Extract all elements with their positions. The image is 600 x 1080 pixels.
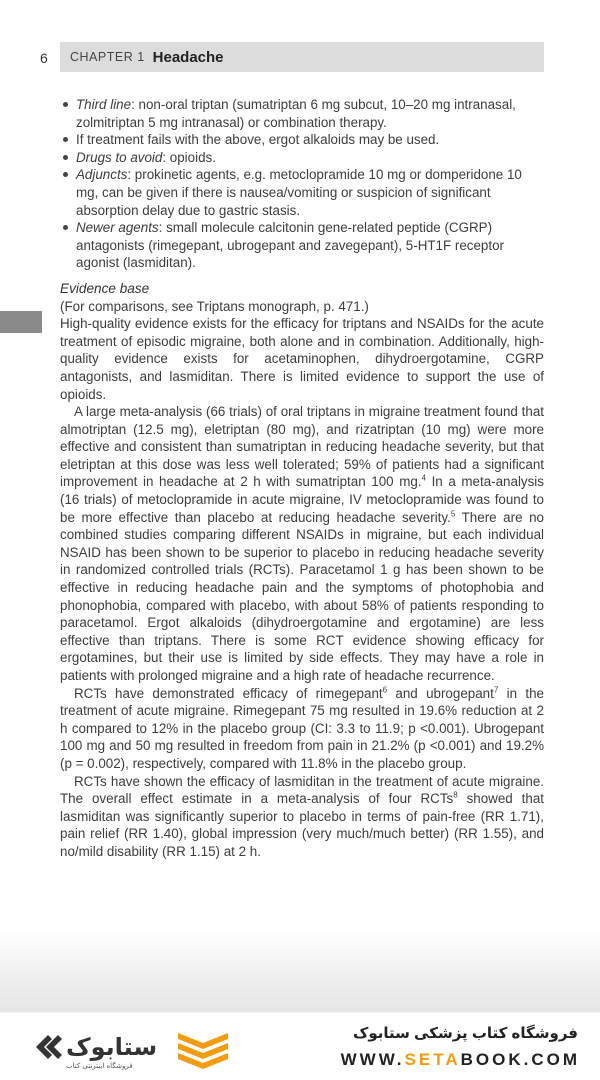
- chapter-header: [60, 42, 544, 72]
- paragraph-text: A large meta-analysis (66 trials) of oral triptans in migraine treatment found that almotriptan (12.5 mg), eletriptan (80 mg), and rizatriptan (10 mg) were more effective and consistent than sumatriptan in reducing headache severity, but that eletriptan at this dose was less well tolerated; 59% of patients had a significant improvement in headache at 2 h with sumatriptan 100 mg.: [60, 404, 544, 490]
- page-content: [60, 96, 544, 861]
- bullet-icon: [63, 225, 68, 230]
- bullet-text: : opioids.: [162, 149, 216, 165]
- paragraph-text: and ubrogepant: [387, 685, 494, 701]
- chapter-label: CHAPTER 1: [70, 50, 145, 64]
- url-accent: SETA: [404, 1050, 461, 1069]
- reference-superscript: 7: [493, 685, 499, 695]
- list-item: [60, 149, 544, 167]
- reference-superscript: 6: [382, 685, 388, 695]
- bullet-text: : prokinetic agents, e.g. metoclopramide 10 mg or domperidone 10 mg, can be given if there is nausea/vomiting or suspicion of significant absorption delay due to gastric stasis.: [76, 167, 522, 218]
- paragraph-text: in the treatment of acute migraine. Rimegepant 75 mg resulted in 19.6% reduction at 2 h compared to 12% in the placebo group (CI: 3.3 to 11.9; p <0.001). Ubrogepant 100 mg and 50 mg resulted in freedom from pain in 21.2% (p <0.001) and 19.2% (p = 0.002), respectively, compared with 11.8% in the placebo group.: [60, 685, 544, 771]
- reference-superscript: 5: [450, 509, 456, 519]
- url-suffix: BOOK.COM: [460, 1050, 580, 1069]
- bullet-icon: [63, 172, 68, 177]
- paragraph-text: RCTs have shown the efficacy of lasmiditan in the treatment of acute migraine. The overall effect estimate in a meta-analysis of four RCTs: [60, 773, 544, 807]
- page-number: 6: [40, 50, 48, 66]
- bullet-text: : non-oral triptan (sumatriptan 6 mg subcut, 10–20 mg intranasal, zolmitriptan 5 mg intranasal) or combination therapy.: [76, 97, 516, 130]
- list-item: [60, 131, 544, 149]
- setabook-logo: [28, 1025, 228, 1071]
- chapter-title: Headache: [152, 48, 224, 66]
- section-heading-evidence-base: Evidence base: [60, 280, 150, 296]
- bullet-icon: [63, 137, 68, 142]
- paragraph-text: showed that lasmiditan was significantly superior to placebo in terms of pain-free (RR 1.71), pain relief (RR 1.40), global impression (very much/much better) (RR 1.55), and no/mild disability (RR 1.15) at 2 h.: [60, 791, 544, 859]
- url-prefix: WWW.: [340, 1050, 405, 1069]
- bullet-term: Adjuncts: [76, 167, 128, 183]
- list-item: [60, 219, 544, 272]
- evidence-paragraph-4: [60, 773, 544, 861]
- see-also-note: (For comparisons, see Triptans monograph, p. 471.): [60, 298, 369, 314]
- store-url-link[interactable]: [341, 1050, 580, 1070]
- treatment-bullet-list: [60, 96, 544, 272]
- store-name: فروشگاه کتاب پزشکی ستابوک: [352, 1025, 578, 1042]
- paragraph-text: RCTs have demonstrated efficacy of rimegepant: [74, 685, 383, 701]
- bullet-icon: [63, 102, 68, 107]
- evidence-paragraph-2: [60, 403, 544, 685]
- evidence-paragraph-1: High-quality evidence exists for the efficacy for triptans and NSAIDs for the acute treatment of episodic migraine, both alone and in combination. Additionally, high-quality evidence exists for acetaminophen, dihydroergotamine, CGRP antagonists, and lasmiditan. There is limited evidence to support the use of opioids.: [60, 316, 544, 402]
- logo-text: ستابوک: [66, 1033, 158, 1061]
- bullet-term: Third line: [76, 97, 132, 112]
- book-stack-icon: [178, 1033, 228, 1069]
- evidence-paragraph-3: [60, 685, 544, 773]
- paragraph-text: In a meta-analysis (16 trials) of metoclopramide in acute migraine, IV metoclopramide was found to be more effective than placebo at reducing headache severity.: [60, 474, 544, 525]
- bullet-text: : small molecule calcitonin gene-related peptide (CGRP) antagonists (rimegepant, ubrogepant and zavegepant), 5-HT1F receptor agonist (lasmiditan).: [76, 220, 505, 271]
- bullet-text: If treatment fails with the above, ergot alkaloids may be used.: [76, 132, 440, 148]
- reference-superscript: 8: [453, 790, 458, 800]
- list-item: [60, 96, 544, 131]
- bullet-term: Drugs to avoid: [76, 149, 163, 165]
- logo-subtext: فروشگاه اینترنتی کتاب: [66, 1062, 133, 1070]
- chevron-logo-icon: [36, 1035, 62, 1059]
- reference-superscript: 4: [421, 474, 426, 483]
- bullet-term: Newer agents: [76, 220, 159, 236]
- thumb-index-tab: [0, 311, 42, 333]
- paragraph-text: There are no combined studies comparing different NSAIDs in migraine, but each individual NSAID has been shown to be superior to placebo in reducing headache severity in randomized controlled trials (RCTs). Paracetamol 1 g has been shown to be effective in reducing headache pain and the symptoms of photophobia and phonophobia, compared with placebo, with about 58% of patients responding to paracetamol. Ergot alkaloids (dihydroergotamine and ergotamine) are less effective than triptans. There is some RCT evidence showing efficacy for ergotamines, but their use is limited by side effects. They may have a role in patients with prolonged migraine and a high rate of headache recurrence.: [60, 509, 544, 683]
- list-item: [60, 166, 544, 219]
- bullet-icon: [63, 155, 68, 160]
